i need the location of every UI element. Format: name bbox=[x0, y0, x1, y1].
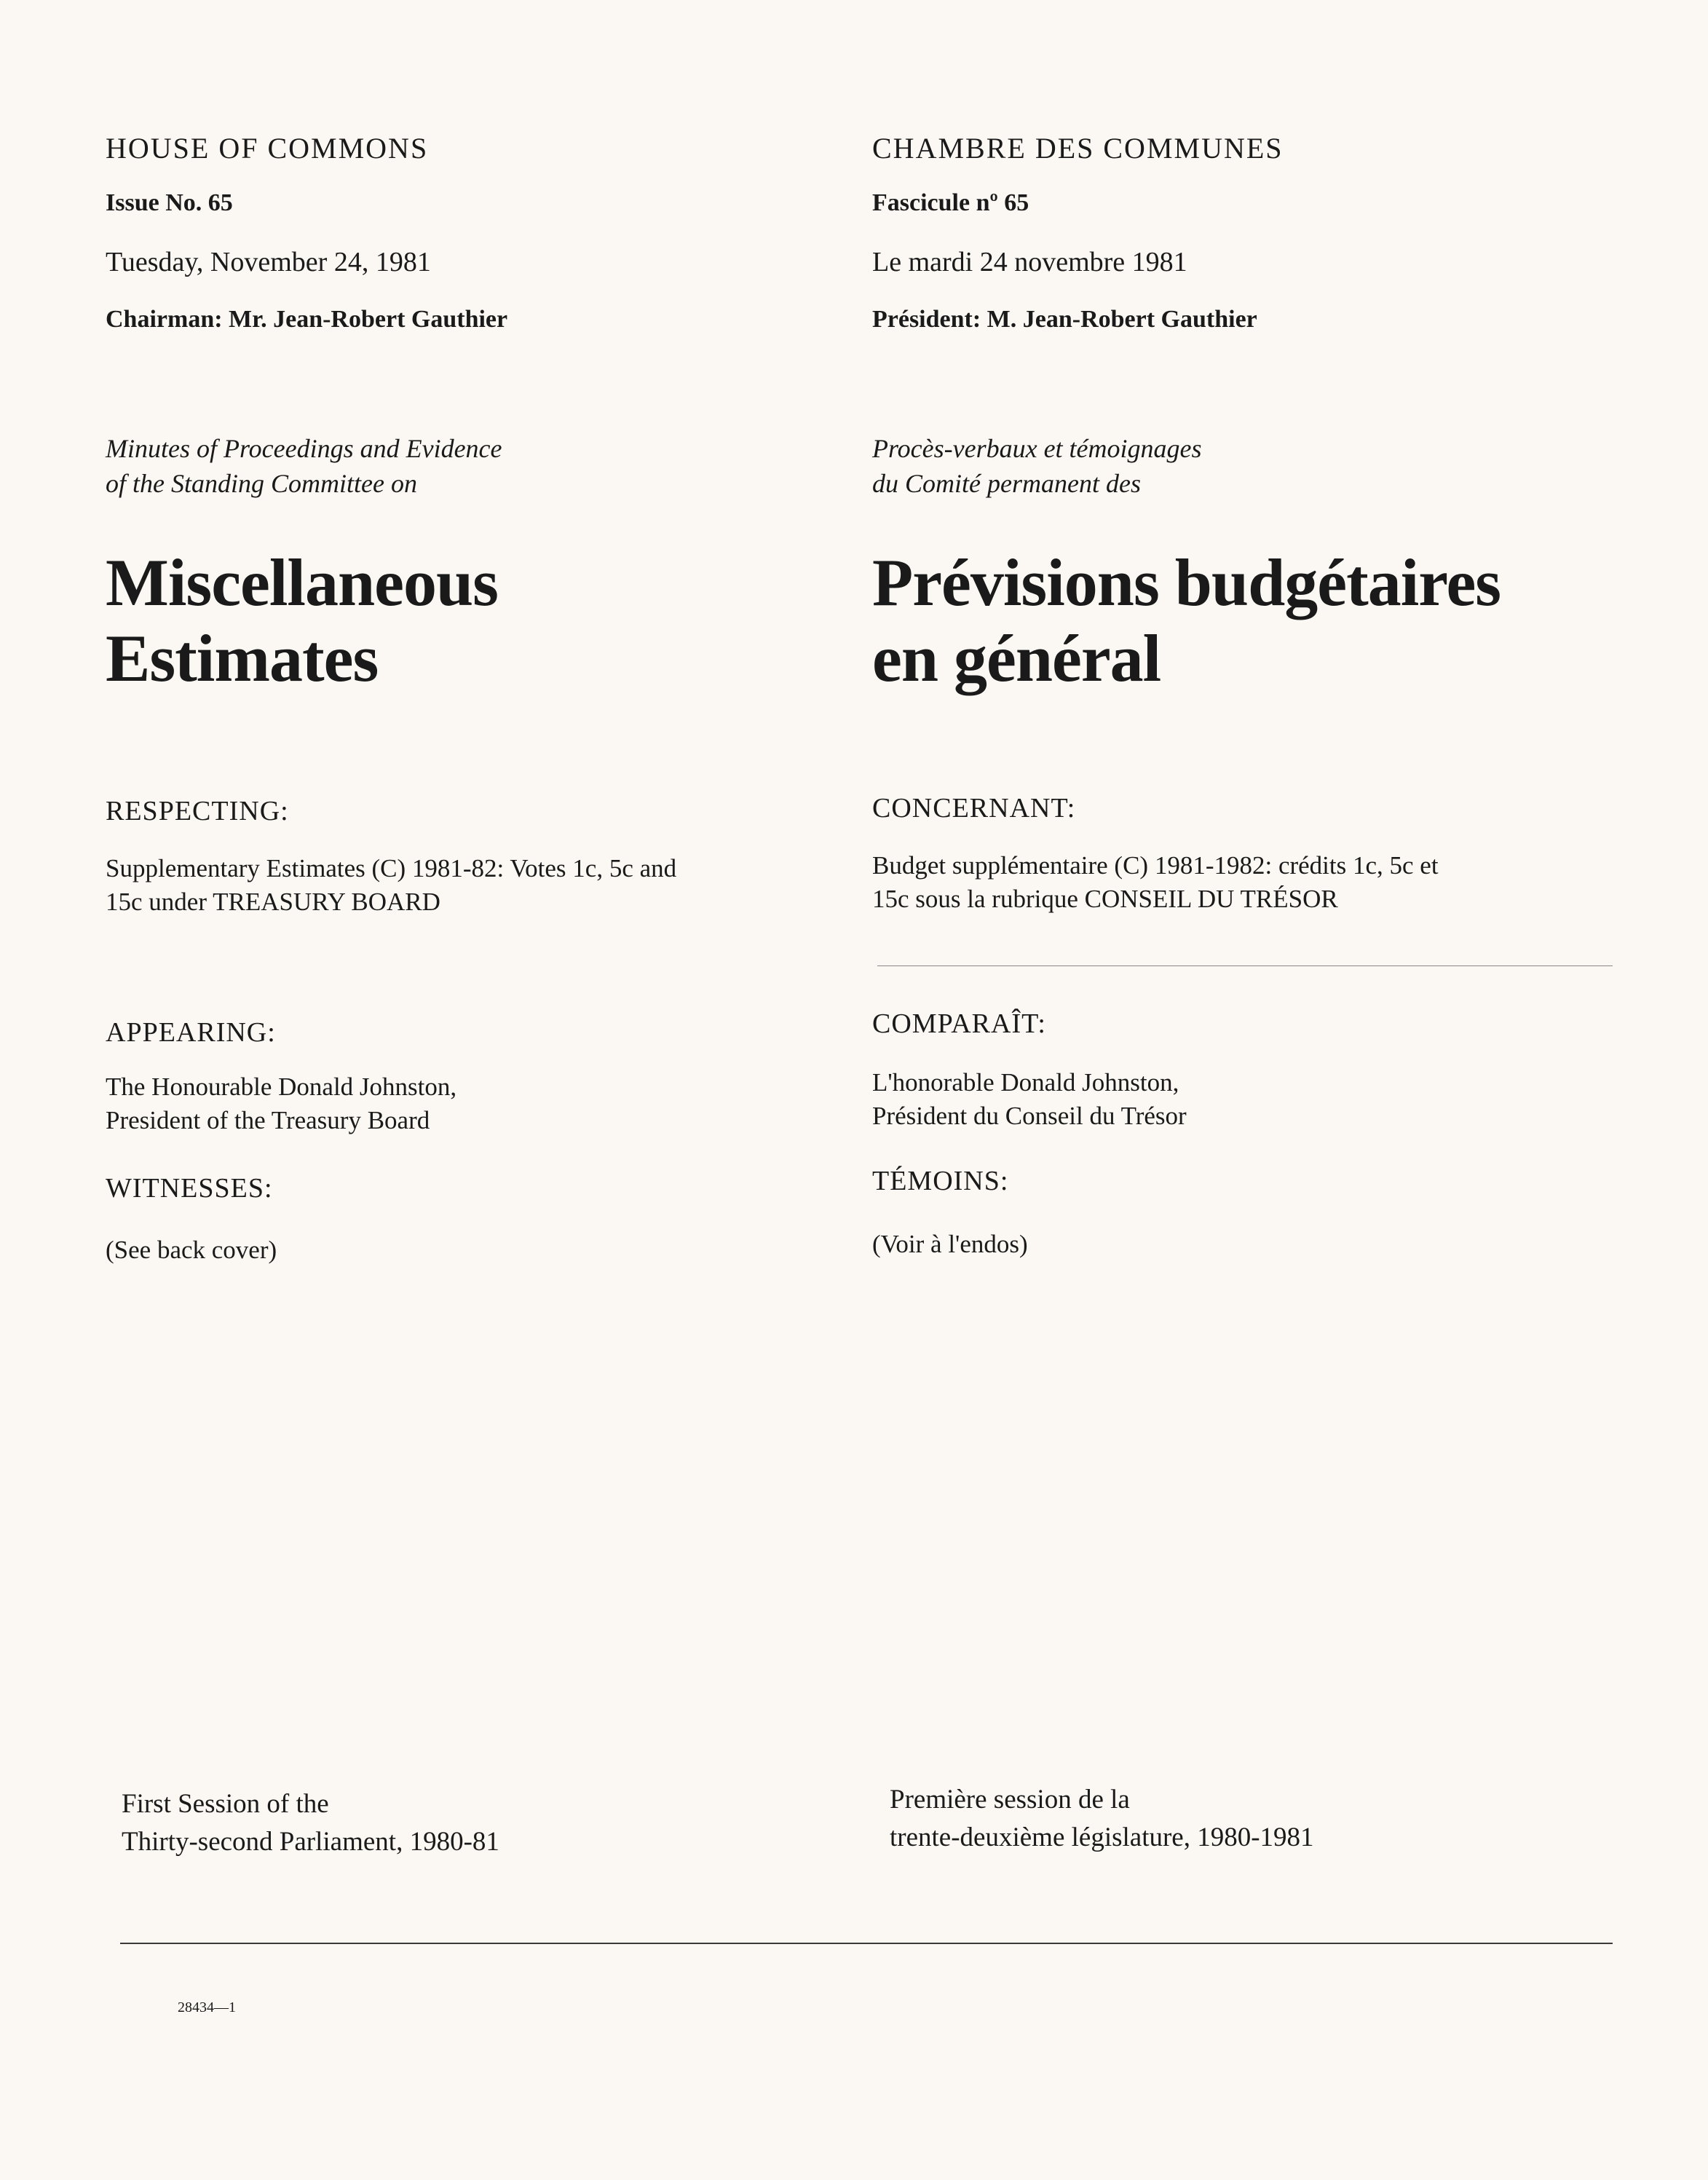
respecting-line-2: 15c sous la rubrique CONSEIL DU TRÉSOR bbox=[872, 885, 1338, 913]
respecting-line-1: Budget supplémentaire (C) 1981-1982: crédits 1c, 5c et bbox=[872, 851, 1439, 880]
session-line-1: First Session of the bbox=[122, 1789, 329, 1819]
issue-date: Tuesday, November 24, 1981 bbox=[106, 247, 431, 277]
appearing-text bbox=[106, 1070, 834, 1137]
respecting-line-1: Supplementary Estimates (C) 1981-82: Votes 1c, 5c and bbox=[106, 854, 677, 882]
session-info bbox=[122, 1785, 499, 1861]
witnesses-text: (Voir à l'endos) bbox=[872, 1230, 1028, 1258]
title-line-2: Estimates bbox=[106, 621, 379, 695]
committee-title bbox=[872, 545, 1501, 696]
issue-date: Le mardi 24 novembre 1981 bbox=[872, 247, 1187, 277]
committee-title bbox=[106, 545, 498, 696]
respecting-heading: RESPECTING: bbox=[106, 796, 289, 826]
appearing-line-1: L'honorable Donald Johnston, bbox=[872, 1068, 1179, 1097]
issue-number: Issue No. 65 bbox=[106, 189, 233, 216]
respecting-line-2: 15c under TREASURY BOARD bbox=[106, 888, 440, 916]
respecting-heading: CONCERNANT: bbox=[872, 793, 1076, 824]
witnesses-heading: WITNESSES: bbox=[106, 1173, 273, 1204]
issue-number: Fascicule nº 65 bbox=[872, 189, 1029, 216]
session-line-2: trente-deuxième législature, 1980-1981 bbox=[890, 1822, 1314, 1852]
minutes-line-2: du Comité permanent des bbox=[872, 469, 1141, 498]
title-line-1: Miscellaneous bbox=[106, 545, 498, 620]
section-divider-french bbox=[877, 965, 1613, 966]
minutes-caption bbox=[106, 431, 502, 501]
respecting-text bbox=[872, 849, 1600, 916]
session-line-2: Thirty-second Parliament, 1980-81 bbox=[122, 1827, 499, 1857]
minutes-line-1: Procès-verbaux et témoignages bbox=[872, 434, 1202, 463]
respecting-text bbox=[106, 852, 834, 919]
chairman: Chairman: Mr. Jean-Robert Gauthier bbox=[106, 306, 508, 333]
footer-divider bbox=[120, 1943, 1613, 1944]
session-info bbox=[890, 1781, 1314, 1857]
bleed-through bbox=[109, 80, 115, 111]
minutes-line-1: Minutes of Proceedings and Evidence bbox=[106, 434, 502, 463]
session-line-1: Première session de la bbox=[890, 1785, 1130, 1814]
chairman: Président: M. Jean-Robert Gauthier bbox=[872, 306, 1257, 333]
witnesses-text: (See back cover) bbox=[106, 1236, 277, 1264]
appearing-heading: COMPARAÎT: bbox=[872, 1008, 1046, 1039]
appearing-line-1: The Honourable Donald Johnston, bbox=[106, 1073, 457, 1101]
minutes-line-2: of the Standing Committee on bbox=[106, 469, 417, 498]
chamber-name: HOUSE OF COMMONS bbox=[106, 132, 429, 165]
appearing-line-2: Président du Conseil du Trésor bbox=[872, 1102, 1187, 1130]
print-code: 28434—1 bbox=[178, 1999, 236, 2015]
appearing-text bbox=[872, 1066, 1600, 1133]
title-line-1: Prévisions budgétaires bbox=[872, 545, 1501, 620]
minutes-caption bbox=[872, 431, 1202, 501]
title-line-2: en général bbox=[872, 621, 1161, 695]
appearing-heading: APPEARING: bbox=[106, 1017, 276, 1048]
witnesses-heading: TÉMOINS: bbox=[872, 1166, 1009, 1196]
chamber-name: CHAMBRE DES COMMUNES bbox=[872, 132, 1284, 165]
appearing-line-2: President of the Treasury Board bbox=[106, 1106, 430, 1134]
